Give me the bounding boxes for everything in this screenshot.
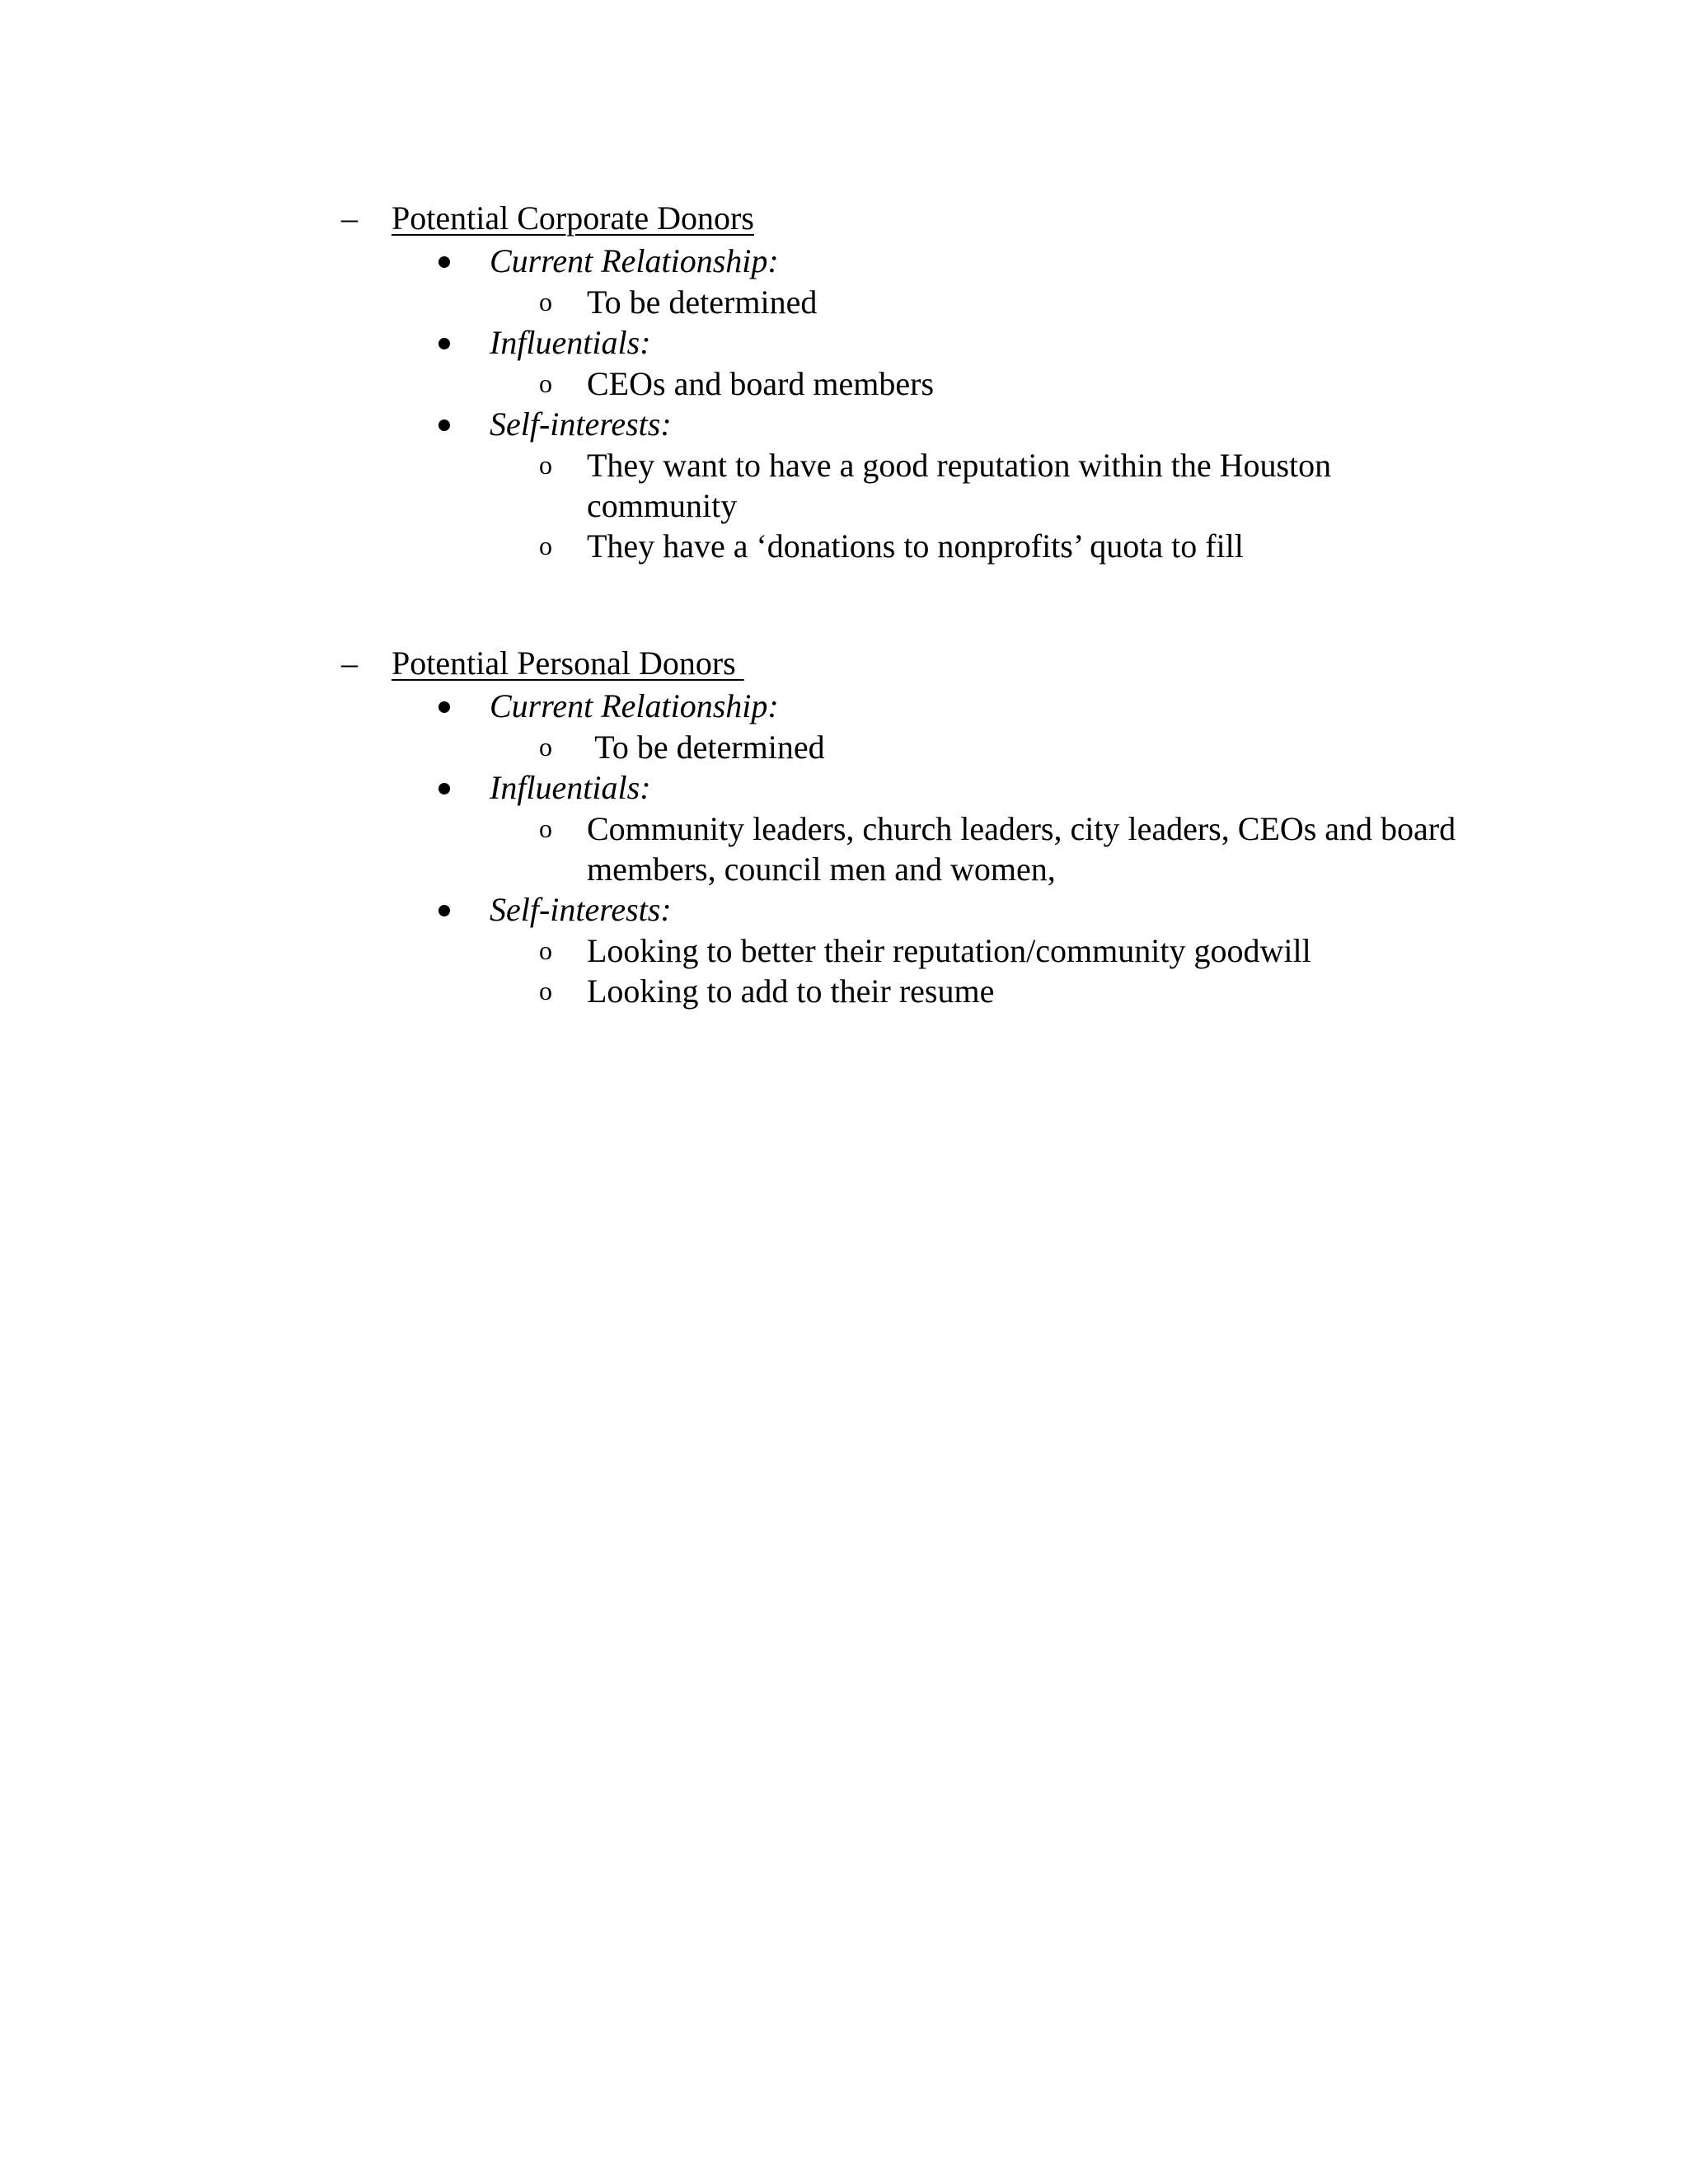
bullet-icon bbox=[438, 338, 450, 349]
sub-item bbox=[0, 282, 1688, 322]
bullet-item bbox=[0, 241, 1688, 282]
bullet-item bbox=[0, 404, 1688, 445]
bullet-icon bbox=[438, 419, 450, 431]
sub-item-text: Looking to add to their resume bbox=[587, 972, 995, 1010]
dash-marker: – bbox=[341, 644, 358, 682]
circle-bullet-icon: o bbox=[539, 368, 552, 398]
sub-item bbox=[0, 971, 1688, 1011]
sub-item bbox=[0, 808, 1688, 889]
section-corporate-donors bbox=[0, 196, 1688, 566]
sub-item bbox=[0, 727, 1688, 767]
bullet-icon bbox=[438, 783, 450, 794]
circle-bullet-icon: o bbox=[539, 287, 552, 316]
circle-bullet-icon: o bbox=[539, 813, 552, 843]
sub-item-text: CEOs and board members bbox=[587, 365, 935, 402]
bullet-label: Current Relationship: bbox=[490, 687, 779, 724]
sub-item bbox=[0, 526, 1688, 566]
bullet-icon bbox=[438, 256, 450, 268]
bullet-item bbox=[0, 322, 1688, 363]
bullet-icon bbox=[438, 701, 450, 713]
bullet-item bbox=[0, 889, 1688, 930]
circle-bullet-icon: o bbox=[539, 450, 552, 480]
dash-marker: – bbox=[341, 199, 358, 237]
sub-item-text: To be determined bbox=[587, 729, 825, 766]
section-heading: Potential Corporate Donors bbox=[392, 199, 754, 237]
circle-bullet-icon: o bbox=[539, 935, 552, 965]
bullet-label: Self-interests: bbox=[490, 891, 672, 928]
bullet-icon bbox=[438, 905, 450, 916]
bullet-label: Influentials: bbox=[490, 324, 651, 361]
section-heading: Potential Personal Donors bbox=[392, 644, 744, 682]
sub-item-text: They want to have a good reputation within the Houston community bbox=[587, 447, 1332, 524]
circle-bullet-icon: o bbox=[539, 531, 552, 560]
circle-bullet-icon: o bbox=[539, 732, 552, 762]
section-heading-row bbox=[0, 196, 1688, 241]
sub-item bbox=[0, 445, 1688, 526]
sub-item-text: They have a ‘donations to nonprofits’ quota to fill bbox=[587, 527, 1244, 565]
sub-item bbox=[0, 930, 1688, 971]
sub-item-text: Community leaders, church leaders, city leaders, CEOs and board members, council men and women, bbox=[587, 810, 1456, 888]
bullet-item bbox=[0, 767, 1688, 808]
section-personal-donors bbox=[0, 641, 1688, 1011]
section-heading-row bbox=[0, 641, 1688, 686]
sub-item-text: To be determined bbox=[587, 284, 818, 321]
sub-item-text: Looking to better their reputation/community goodwill bbox=[587, 932, 1311, 969]
circle-bullet-icon: o bbox=[539, 976, 552, 1005]
bullet-label: Current Relationship: bbox=[490, 242, 779, 279]
bullet-label: Influentials: bbox=[490, 769, 651, 806]
sub-item bbox=[0, 363, 1688, 404]
bullet-item bbox=[0, 686, 1688, 727]
bullet-label: Self-interests: bbox=[490, 405, 672, 443]
